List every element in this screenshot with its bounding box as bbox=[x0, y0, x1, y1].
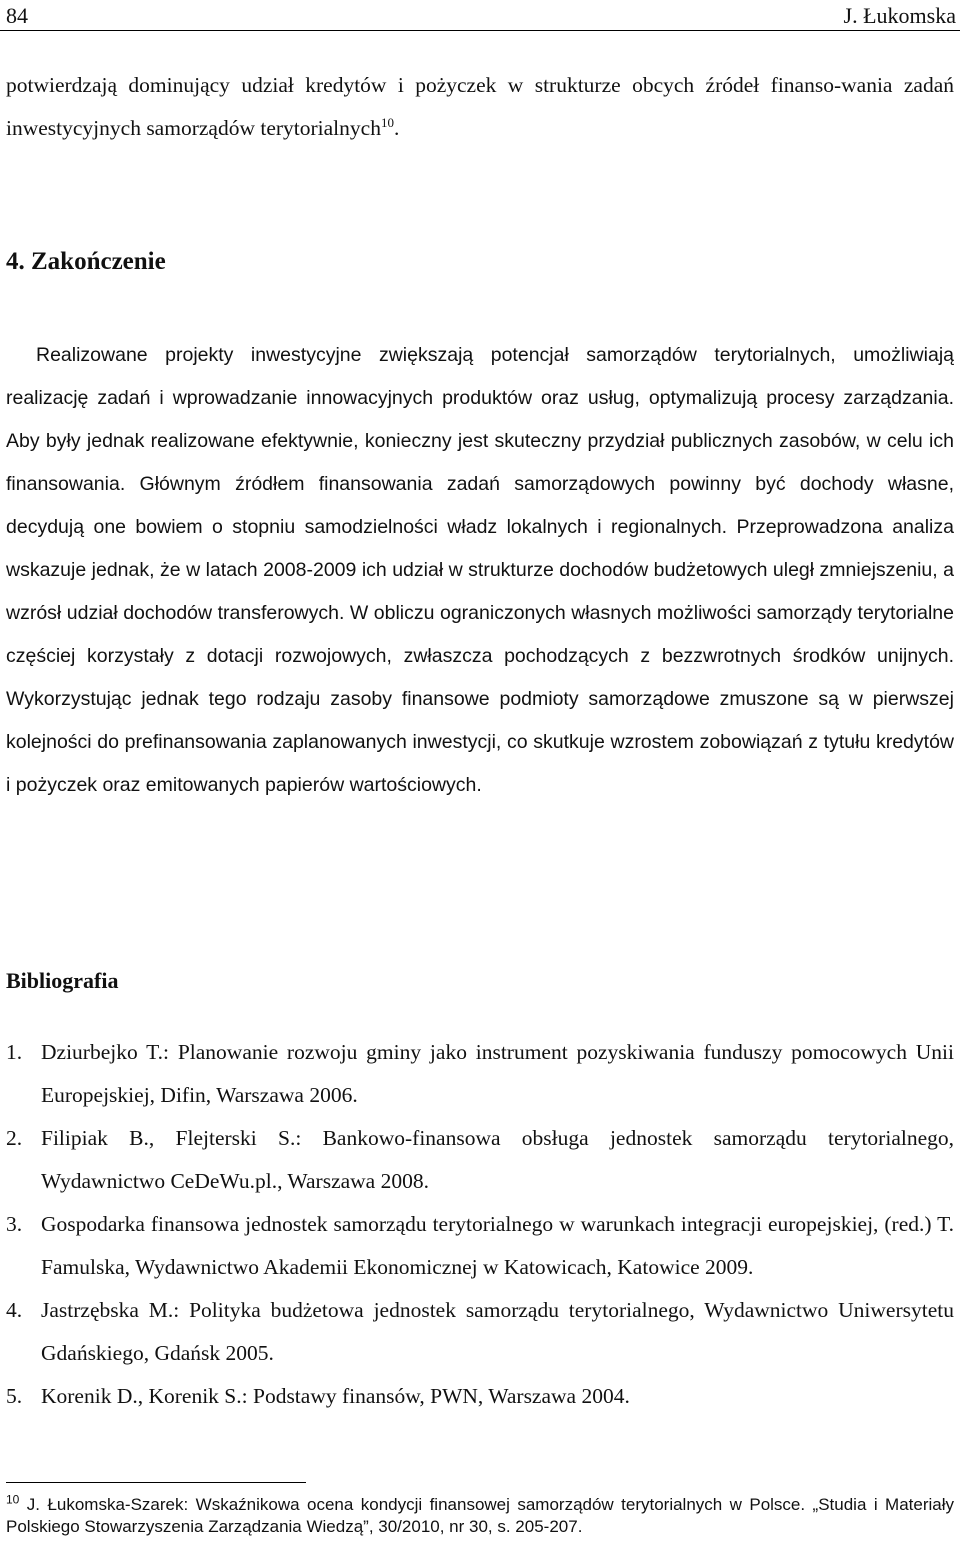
bibliography-item-text: Jastrzębska M.: Polityka budżetowa jednostek samorządu terytorialnego, Wydawnictwo Uniwersytetu Gdańskiego, Gdańsk 2005. bbox=[41, 1298, 954, 1365]
footnote-text: J. Łukomska-Szarek: Wskaźnikowa ocena kondycji finansowej samorządów terytorialnych w Polsce. „Studia i Materiały Polskiego Stowarzyszenia Zarządzania Wiedzą”, 30/2010, nr 30, s. 205-207. bbox=[6, 1495, 954, 1536]
bibliography-item-number: 2. bbox=[6, 1126, 23, 1150]
bibliography-list bbox=[6, 1031, 954, 1418]
bibliography-item bbox=[6, 1203, 954, 1289]
bibliography-item-number: 4. bbox=[6, 1298, 23, 1322]
page-number: 84 bbox=[6, 3, 28, 28]
footnote bbox=[6, 1494, 954, 1538]
intro-tail: . bbox=[393, 116, 400, 140]
bibliography-item bbox=[6, 1375, 954, 1418]
page-header bbox=[0, 0, 960, 31]
bibliography-item-number: 5. bbox=[6, 1384, 23, 1408]
conclusion-text: Realizowane projekty inwestycyjne zwiększają potencjał samorządów terytorialnych, umożliwiają realizację zadań i wprowadzanie innowacyjnych produktów oraz usług, optymalizują procesy zarządzania. Aby były jednak realizowane efektywnie, konieczny jest skuteczny przydział publicznych zasobów, w celu ich finansowania. Głównym źródłem finansowania zadań samorządowych powinny być dochody własne, decydują one bowiem o stopniu samodzielności władz lokalnych i regionalnych. Przeprowadzona analiza wskazuje jednak, że w latach 2008-2009 ich udział w strukturze dochodów budżetowych uległ zmniejszeniu, a wzrósł udział dochodów transferowych. W obliczu ograniczonych własnych możliwości samorządy terytorialne częściej korzystały z dotacji rozwojowych, zwłaszcza pochodzących z bezzwrotnych środków unijnych. Wykorzystując jednak tego rodzaju zasoby finansowe podmioty samorządowe zmuszone są w pierwszej kolejności do prefinansowania zaplanowanych inwestycji, co skutkuje wzrostem zobowiązań z tytułu kredytów i pożyczek oraz emitowanych papierów wartościowych. bbox=[6, 344, 954, 796]
intro-paragraph bbox=[6, 64, 954, 150]
bibliography-item bbox=[6, 1117, 954, 1203]
conclusion-paragraph bbox=[6, 334, 954, 807]
footnote-mark: 10 bbox=[6, 1492, 20, 1507]
bibliography-heading: Bibliografia bbox=[6, 968, 119, 993]
bibliography-item-text: Gospodarka finansowa jednostek samorządu terytorialnego w warunkach integracji europejskiej, (red.) T. Famulska, Wydawnictwo Akademii Ekonomicznej w Katowicach, Katowice 2009. bbox=[41, 1212, 954, 1279]
bibliography-item bbox=[6, 1289, 954, 1375]
bibliography-item-text: Filipiak B., Flejterski S.: Bankowo-finansowa obsługa jednostek samorządu terytorialnego, Wydawnictwo CeDeWu.pl., Warszawa 2008. bbox=[41, 1126, 954, 1193]
bibliography-item-number: 1. bbox=[6, 1040, 23, 1064]
bibliography-item-text: Dziurbejko T.: Planowanie rozwoju gminy jako instrument pozyskiwania funduszy pomocowych Unii Europejskiej, Difin, Warszawa 2006. bbox=[41, 1040, 954, 1107]
section-heading: 4. Zakończenie bbox=[6, 248, 166, 275]
footnote-separator bbox=[6, 1482, 306, 1483]
footnote-ref[interactable]: 10 bbox=[380, 114, 394, 130]
bibliography-item-number: 3. bbox=[6, 1212, 23, 1236]
bibliography-item-text: Korenik D., Korenik S.: Podstawy finansów, PWN, Warszawa 2004. bbox=[41, 1384, 630, 1408]
bibliography-item bbox=[6, 1031, 954, 1117]
running-head-author: J. Łukomska bbox=[843, 3, 956, 28]
intro-text: potwierdzają dominujący udział kredytów i pożyczek w strukturze obcych źródeł finanso-wania zadań inwestycyjnych samorządów terytorialnych bbox=[6, 73, 954, 140]
